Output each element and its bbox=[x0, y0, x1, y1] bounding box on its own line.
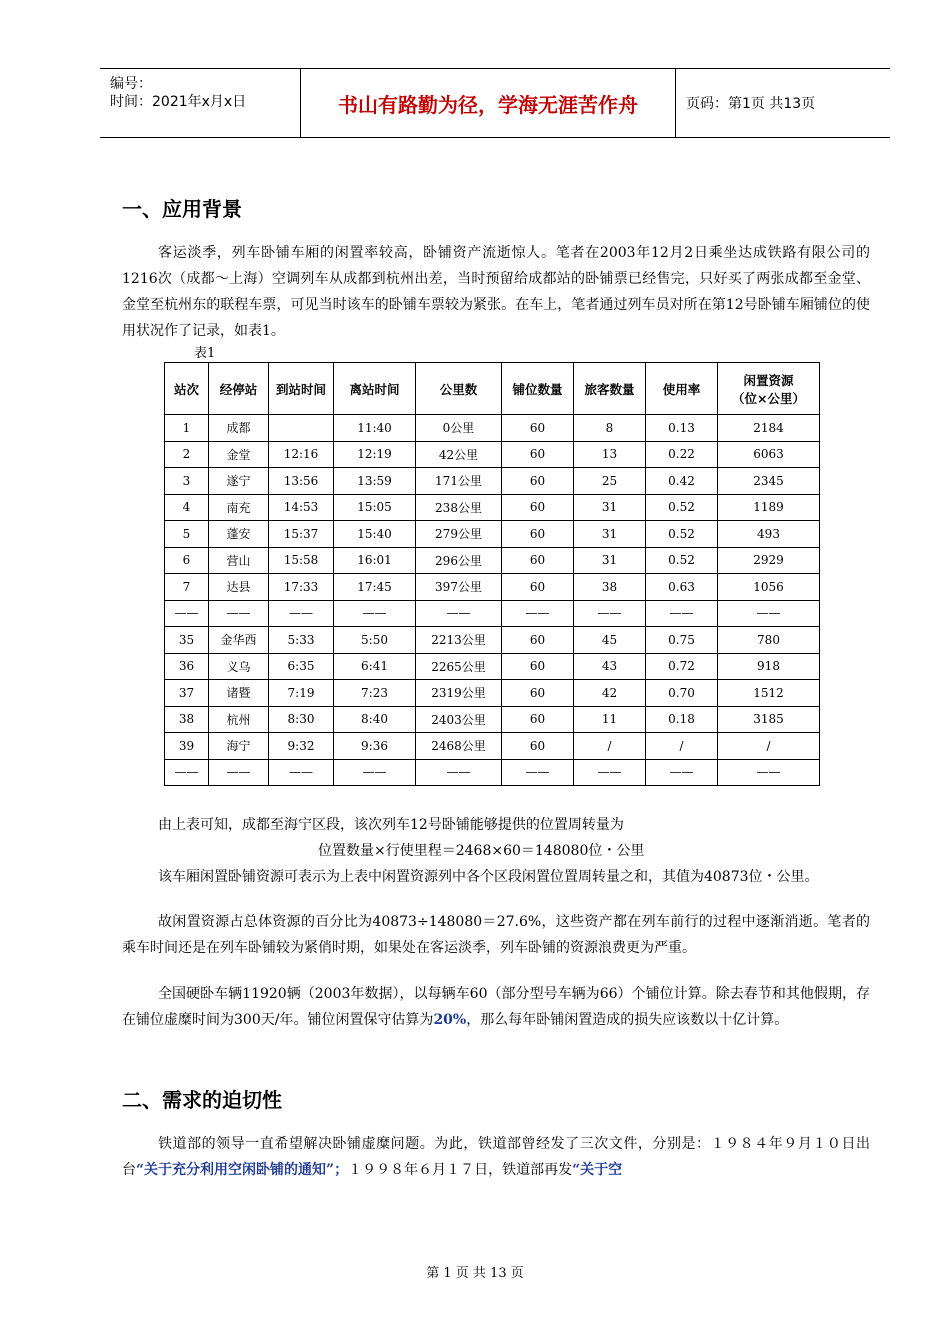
table-cell: 2 bbox=[165, 441, 209, 468]
section-title-background: 一、应用背景 bbox=[122, 197, 242, 221]
table-cell: 0.70 bbox=[646, 680, 718, 707]
table-cell: 14:53 bbox=[269, 494, 334, 521]
table-caption: 表1 bbox=[194, 346, 216, 361]
table-cell: 12:19 bbox=[334, 441, 416, 468]
paragraph-idle-sum: 该车厢闲置卧铺资源可表示为上表中闲置资源列中各个区段闲置位置周转量之和，其值为40873位・公里。 bbox=[158, 869, 819, 885]
header-cell: 到站时间 bbox=[269, 363, 334, 415]
table-cell: 12:16 bbox=[269, 441, 334, 468]
page-footer: 第 1 页 共 13 页 bbox=[426, 1266, 524, 1281]
table-cell: 60 bbox=[502, 468, 574, 495]
table-cell: 2929 bbox=[718, 547, 820, 574]
table-cell: 42 bbox=[574, 680, 646, 707]
table-cell: 杭州 bbox=[209, 706, 269, 733]
table-cell: —— bbox=[574, 759, 646, 786]
table-cell: 1189 bbox=[718, 494, 820, 521]
paragraph-urgency bbox=[122, 1131, 870, 1183]
table-cell: 8:30 bbox=[269, 706, 334, 733]
table-cell: 1512 bbox=[718, 680, 820, 707]
table-cell: 2319公里 bbox=[416, 680, 502, 707]
header-cell: 离站时间 bbox=[334, 363, 416, 415]
highlight-percent: 20% bbox=[433, 1012, 467, 1028]
table-cell: 6:41 bbox=[334, 653, 416, 680]
page-info: 页码：第1页 共13页 bbox=[686, 96, 816, 112]
table-cell: 2213公里 bbox=[416, 627, 502, 654]
table-cell: 金华西 bbox=[209, 627, 269, 654]
table-cell bbox=[269, 415, 334, 442]
table-cell: 9:36 bbox=[334, 733, 416, 760]
paragraph-national bbox=[122, 981, 870, 1033]
table-cell: 0.63 bbox=[646, 574, 718, 601]
table-cell: 0.52 bbox=[646, 521, 718, 548]
table-cell: 17:45 bbox=[334, 574, 416, 601]
table-cell: 60 bbox=[502, 706, 574, 733]
table-cell: —— bbox=[209, 600, 269, 627]
table-cell: —— bbox=[646, 600, 718, 627]
table-row bbox=[165, 441, 820, 468]
table-cell: 2184 bbox=[718, 415, 820, 442]
header-idle-line1: 闲置资源 bbox=[743, 372, 794, 388]
table-cell: 0.42 bbox=[646, 468, 718, 495]
table-cell: 13 bbox=[574, 441, 646, 468]
table-row bbox=[165, 468, 820, 495]
table-cell: 6063 bbox=[718, 441, 820, 468]
highlight-notice-title: “关于充分利用空闲卧铺的通知”； bbox=[136, 1162, 349, 1178]
table-cell: 780 bbox=[718, 627, 820, 654]
table-cell: 7 bbox=[165, 574, 209, 601]
table-cell: 0.52 bbox=[646, 494, 718, 521]
table-cell: 918 bbox=[718, 653, 820, 680]
table-cell: 金堂 bbox=[209, 441, 269, 468]
table-row bbox=[165, 415, 820, 442]
table-cell: 11:40 bbox=[334, 415, 416, 442]
table-cell: / bbox=[574, 733, 646, 760]
table-header-row bbox=[165, 363, 820, 415]
table-cell: 5 bbox=[165, 521, 209, 548]
table-cell: 38 bbox=[165, 706, 209, 733]
table-row bbox=[165, 521, 820, 548]
document-header bbox=[100, 68, 890, 138]
table-cell: —— bbox=[269, 759, 334, 786]
section-title-urgency: 二、需求的迫切性 bbox=[122, 1088, 282, 1112]
table-cell: —— bbox=[165, 600, 209, 627]
table-cell: 9:32 bbox=[269, 733, 334, 760]
table-cell: 42公里 bbox=[416, 441, 502, 468]
table-cell: 1056 bbox=[718, 574, 820, 601]
table-cell: 279公里 bbox=[416, 521, 502, 548]
table-cell: 2345 bbox=[718, 468, 820, 495]
table-row bbox=[165, 600, 820, 627]
table-cell: 15:40 bbox=[334, 521, 416, 548]
table-cell: 25 bbox=[574, 468, 646, 495]
table-cell: 397公里 bbox=[416, 574, 502, 601]
paragraph-background: 客运淡季，列车卧铺车厢的闲置率较高，卧铺资产流逝惊人。笔者在2003年12月2日乘坐达成铁路有限公司的1216次（成都～上海）空调列车从成都到杭州出差，当时预留给成都站的卧铺票已经售完，只好买了两张成都至金堂、金堂至杭州东的联程车票，可见当时该车的卧铺车票较为紧张。在车上，笔者通过列车员对所在第12号卧铺车厢铺位的使用状况作了记录，如表1。 bbox=[122, 245, 870, 339]
table-cell: 39 bbox=[165, 733, 209, 760]
table-cell: 遂宁 bbox=[209, 468, 269, 495]
table-cell: 5:33 bbox=[269, 627, 334, 654]
table-cell: 13:59 bbox=[334, 468, 416, 495]
text-segment: ，那么每年卧铺闲置造成的损失应该数以十亿计算。 bbox=[466, 1012, 789, 1028]
table-cell: —— bbox=[165, 759, 209, 786]
table-cell: 5:50 bbox=[334, 627, 416, 654]
table-cell: 38 bbox=[574, 574, 646, 601]
table-cell: 60 bbox=[502, 733, 574, 760]
header-cell: 使用率 bbox=[646, 363, 718, 415]
table-cell: 15:37 bbox=[269, 521, 334, 548]
table-cell: 43 bbox=[574, 653, 646, 680]
table-cell: 13:56 bbox=[269, 468, 334, 495]
table-row bbox=[165, 547, 820, 574]
table-row bbox=[165, 733, 820, 760]
table-row bbox=[165, 574, 820, 601]
table-cell: 南充 bbox=[209, 494, 269, 521]
formula-line: 位置数量×行使里程＝2468×60＝148080位・公里 bbox=[318, 843, 645, 859]
table-cell: 31 bbox=[574, 521, 646, 548]
table-cell: —— bbox=[574, 600, 646, 627]
header-page-cell bbox=[676, 69, 890, 137]
table-body bbox=[165, 415, 820, 786]
seat-usage-table bbox=[164, 362, 820, 786]
header-idle-line2: （位×公里） bbox=[732, 390, 805, 406]
table-cell: 17:33 bbox=[269, 574, 334, 601]
table-cell: 60 bbox=[502, 574, 574, 601]
table-cell: 11 bbox=[574, 706, 646, 733]
table-cell: 60 bbox=[502, 547, 574, 574]
table-cell: 0.72 bbox=[646, 653, 718, 680]
table-row bbox=[165, 706, 820, 733]
header-cell: 公里数 bbox=[416, 363, 502, 415]
table-cell: —— bbox=[502, 600, 574, 627]
table-cell: 成都 bbox=[209, 415, 269, 442]
table-cell: 171公里 bbox=[416, 468, 502, 495]
table-cell: 0.18 bbox=[646, 706, 718, 733]
table-cell: 37 bbox=[165, 680, 209, 707]
header-cell: 铺位数量 bbox=[502, 363, 574, 415]
header-cell-idle bbox=[718, 363, 820, 415]
table-cell: —— bbox=[502, 759, 574, 786]
table-cell: 493 bbox=[718, 521, 820, 548]
table-cell: 8 bbox=[574, 415, 646, 442]
table-row bbox=[165, 680, 820, 707]
table-row bbox=[165, 653, 820, 680]
table-cell: —— bbox=[646, 759, 718, 786]
table-cell: 0.75 bbox=[646, 627, 718, 654]
table-cell: 238公里 bbox=[416, 494, 502, 521]
table-cell: / bbox=[718, 733, 820, 760]
table-cell: 4 bbox=[165, 494, 209, 521]
table-cell: / bbox=[646, 733, 718, 760]
table-cell: 0.13 bbox=[646, 415, 718, 442]
table-cell: 60 bbox=[502, 494, 574, 521]
table-cell: 诸暨 bbox=[209, 680, 269, 707]
table-cell: 35 bbox=[165, 627, 209, 654]
table-cell: 义乌 bbox=[209, 653, 269, 680]
table-cell: 海宁 bbox=[209, 733, 269, 760]
table-cell: 36 bbox=[165, 653, 209, 680]
table-cell: 营山 bbox=[209, 547, 269, 574]
header-cell: 站次 bbox=[165, 363, 209, 415]
table-cell: —— bbox=[416, 759, 502, 786]
table-cell: 3 bbox=[165, 468, 209, 495]
table-cell: —— bbox=[718, 759, 820, 786]
table-cell: 0公里 bbox=[416, 415, 502, 442]
table-cell: 6 bbox=[165, 547, 209, 574]
highlight-notice-title: “关于空 bbox=[572, 1162, 623, 1178]
header-motto-cell bbox=[301, 69, 676, 137]
table-cell: 60 bbox=[502, 627, 574, 654]
table-cell: 31 bbox=[574, 547, 646, 574]
table-cell: 8:40 bbox=[334, 706, 416, 733]
table-row bbox=[165, 759, 820, 786]
table-cell: 0.52 bbox=[646, 547, 718, 574]
table-cell: 1 bbox=[165, 415, 209, 442]
header-meta-cell bbox=[100, 69, 301, 137]
table-cell: 45 bbox=[574, 627, 646, 654]
table-cell: —— bbox=[334, 759, 416, 786]
table-cell: 60 bbox=[502, 521, 574, 548]
table-cell: 2265公里 bbox=[416, 653, 502, 680]
table-row bbox=[165, 494, 820, 521]
table-cell: 60 bbox=[502, 653, 574, 680]
table-cell: 16:01 bbox=[334, 547, 416, 574]
document-number-label: 编号： bbox=[110, 76, 152, 92]
header-cell: 经停站 bbox=[209, 363, 269, 415]
table-cell: 2468公里 bbox=[416, 733, 502, 760]
table-cell: 蓬安 bbox=[209, 521, 269, 548]
table-cell: 60 bbox=[502, 415, 574, 442]
table-row bbox=[165, 627, 820, 654]
table-cell: 15:05 bbox=[334, 494, 416, 521]
header-cell: 旅客数量 bbox=[574, 363, 646, 415]
text-segment: １９９８年６月１７日，铁道部再发 bbox=[348, 1162, 573, 1178]
table-cell: —— bbox=[269, 600, 334, 627]
paragraph-turnover: 由上表可知，成都至海宁区段，该次列车12号卧铺能够提供的位置周转量为 bbox=[158, 817, 624, 833]
table-cell: —— bbox=[718, 600, 820, 627]
table-cell: 7:23 bbox=[334, 680, 416, 707]
table-cell: 0.22 bbox=[646, 441, 718, 468]
table-cell: 6:35 bbox=[269, 653, 334, 680]
table-cell: 31 bbox=[574, 494, 646, 521]
table-cell: 7:19 bbox=[269, 680, 334, 707]
table-cell: —— bbox=[334, 600, 416, 627]
motto-text: 书山有路勤为径，学海无涯苦作舟 bbox=[338, 92, 638, 117]
table-cell: —— bbox=[209, 759, 269, 786]
table-cell: 3185 bbox=[718, 706, 820, 733]
table-cell: 60 bbox=[502, 680, 574, 707]
table-cell: 2403公里 bbox=[416, 706, 502, 733]
text-segment: 铁道部的领导一直希望解决卧铺虚糜问题。为此，铁道部曾经发了三次文件，分别是：１９８４年９月１０日出台 bbox=[122, 1136, 870, 1178]
document-time-label: 时间：2021年x月x日 bbox=[110, 94, 247, 110]
table-cell: 15:58 bbox=[269, 547, 334, 574]
table-cell: —— bbox=[416, 600, 502, 627]
table-cell: 达县 bbox=[209, 574, 269, 601]
table-cell: 60 bbox=[502, 441, 574, 468]
paragraph-percentage: 故闲置资源占总体资源的百分比为40873÷148080＝27.6%，这些资产都在列车前行的过程中逐渐消逝。笔者的乘车时间还是在列车卧铺较为紧俏时期，如果处在客运淡季，列车卧铺的资源浪费更为严重。 bbox=[122, 914, 870, 956]
table-cell: 296公里 bbox=[416, 547, 502, 574]
text-segment: 全国硬卧车辆11920辆（2003年数据），以每辆车60（部分型号车辆为66）个铺位计算。除去春节和其他假期，存在铺位虚糜时间为300天/年。铺位闲置保守估算为 bbox=[122, 986, 870, 1028]
